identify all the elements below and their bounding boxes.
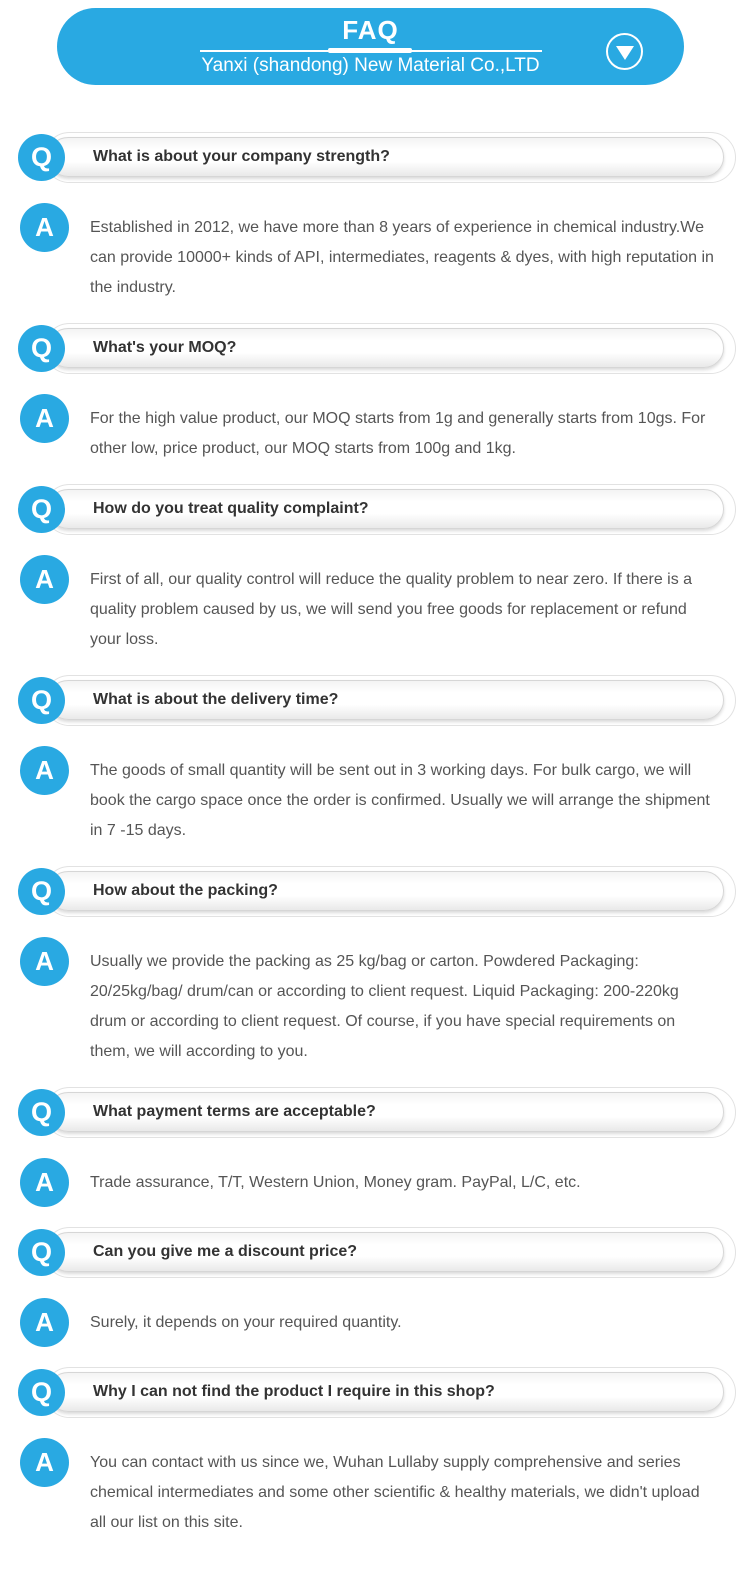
answer-row [20, 746, 734, 846]
question-row [16, 323, 736, 374]
faq-item [0, 1227, 750, 1347]
answer-text: Surely, it depends on your required quantity. [90, 1314, 402, 1331]
page-title: FAQ [342, 15, 399, 45]
faq-item [0, 675, 750, 846]
question-text: Can you give me a discount price? [93, 1243, 358, 1260]
a-badge: A [20, 1438, 69, 1487]
q-badge: Q [18, 1369, 65, 1416]
q-badge: Q [18, 868, 65, 915]
q-badge: Q [18, 486, 65, 533]
q-badge: Q [18, 325, 65, 372]
answer-row [20, 555, 734, 655]
company-name: Yanxi (shandong) New Material Co.,LTD [201, 55, 540, 76]
question-text: What is about your company strength? [93, 148, 390, 165]
a-badge: A [20, 746, 69, 795]
answer-row [20, 203, 734, 303]
question-bar [48, 871, 724, 911]
divider-center-bar [328, 48, 412, 53]
answer-text: Usually we provide the packing as 25 kg/bag or carton. Powdered Packaging: 20/25kg/bag/ drum/can or according to client request. Liquid Packaging: 200-220kg drum or according to client request. Of course, if you have special requirements on them, we will according to you. [90, 953, 679, 1060]
answer-text: You can contact with us since we, Wuhan Lullaby supply comprehensive and series chemical intermediates and some other scientific & healthy materials, we didn't upload all our list on this site. [90, 1454, 700, 1531]
q-badge: Q [18, 134, 65, 181]
q-badge: Q [18, 677, 65, 724]
question-row [16, 1367, 736, 1418]
q-badge: Q [18, 1229, 65, 1276]
answer-text: Trade assurance, T/T, Western Union, Money gram. PayPal, L/C, etc. [90, 1174, 581, 1191]
a-badge: A [20, 394, 69, 443]
answer-text: The goods of small quantity will be sent out in 3 working days. For bulk cargo, we will book the cargo space once the order is confirmed. Usually we will arrange the shipment in 7 -15 days. [90, 762, 710, 839]
question-row [16, 1087, 736, 1138]
question-row [16, 484, 736, 535]
a-badge: A [20, 937, 69, 986]
question-bar [48, 137, 724, 177]
question-row [16, 132, 736, 183]
answer-row [20, 1438, 734, 1538]
question-bar [48, 328, 724, 368]
question-row [16, 1227, 736, 1278]
question-text: How do you treat quality complaint? [93, 500, 369, 517]
faq-item [0, 1367, 750, 1538]
faq-item [0, 866, 750, 1067]
answer-row [20, 1298, 734, 1347]
faq-item [0, 1087, 750, 1207]
question-text: What is about the delivery time? [93, 691, 339, 708]
question-bar [48, 1232, 724, 1272]
a-badge: A [20, 555, 69, 604]
question-row [16, 866, 736, 917]
faq-page [0, 8, 750, 1538]
question-text: How about the packing? [93, 882, 278, 899]
question-row [16, 675, 736, 726]
chevron-down-icon [616, 46, 634, 60]
q-badge: Q [18, 1089, 65, 1136]
answer-row [20, 394, 734, 464]
faq-item [0, 132, 750, 303]
question-bar [48, 1092, 724, 1132]
answer-row [20, 1158, 734, 1207]
question-bar [48, 489, 724, 529]
answer-text: For the high value product, our MOQ starts from 1g and generally starts from 10gs. For other low, price product, our MOQ starts from 100g and 1kg. [90, 410, 706, 457]
question-text: What's your MOQ? [93, 339, 237, 356]
collapse-toggle-button[interactable] [606, 33, 643, 70]
answer-text: First of all, our quality control will reduce the quality problem to near zero. If there is a quality problem caused by us, we will send you free goods for replacement or refund your loss. [90, 571, 693, 648]
question-bar [48, 680, 724, 720]
faq-list [0, 132, 750, 1538]
a-badge: A [20, 1298, 69, 1347]
a-badge: A [20, 1158, 69, 1207]
faq-item [0, 323, 750, 464]
header-divider [200, 48, 542, 53]
faq-header [57, 8, 684, 85]
question-text: What payment terms are acceptable? [93, 1103, 376, 1120]
question-text: Why I can not find the product I require in this shop? [93, 1383, 495, 1400]
faq-item [0, 484, 750, 655]
answer-row [20, 937, 734, 1067]
answer-text: Established in 2012, we have more than 8 years of experience in chemical industry.We can provide 10000+ kinds of API, intermediates, reagents & dyes, with high reputation in the industry. [90, 219, 714, 296]
question-bar [48, 1372, 724, 1412]
a-badge: A [20, 203, 69, 252]
